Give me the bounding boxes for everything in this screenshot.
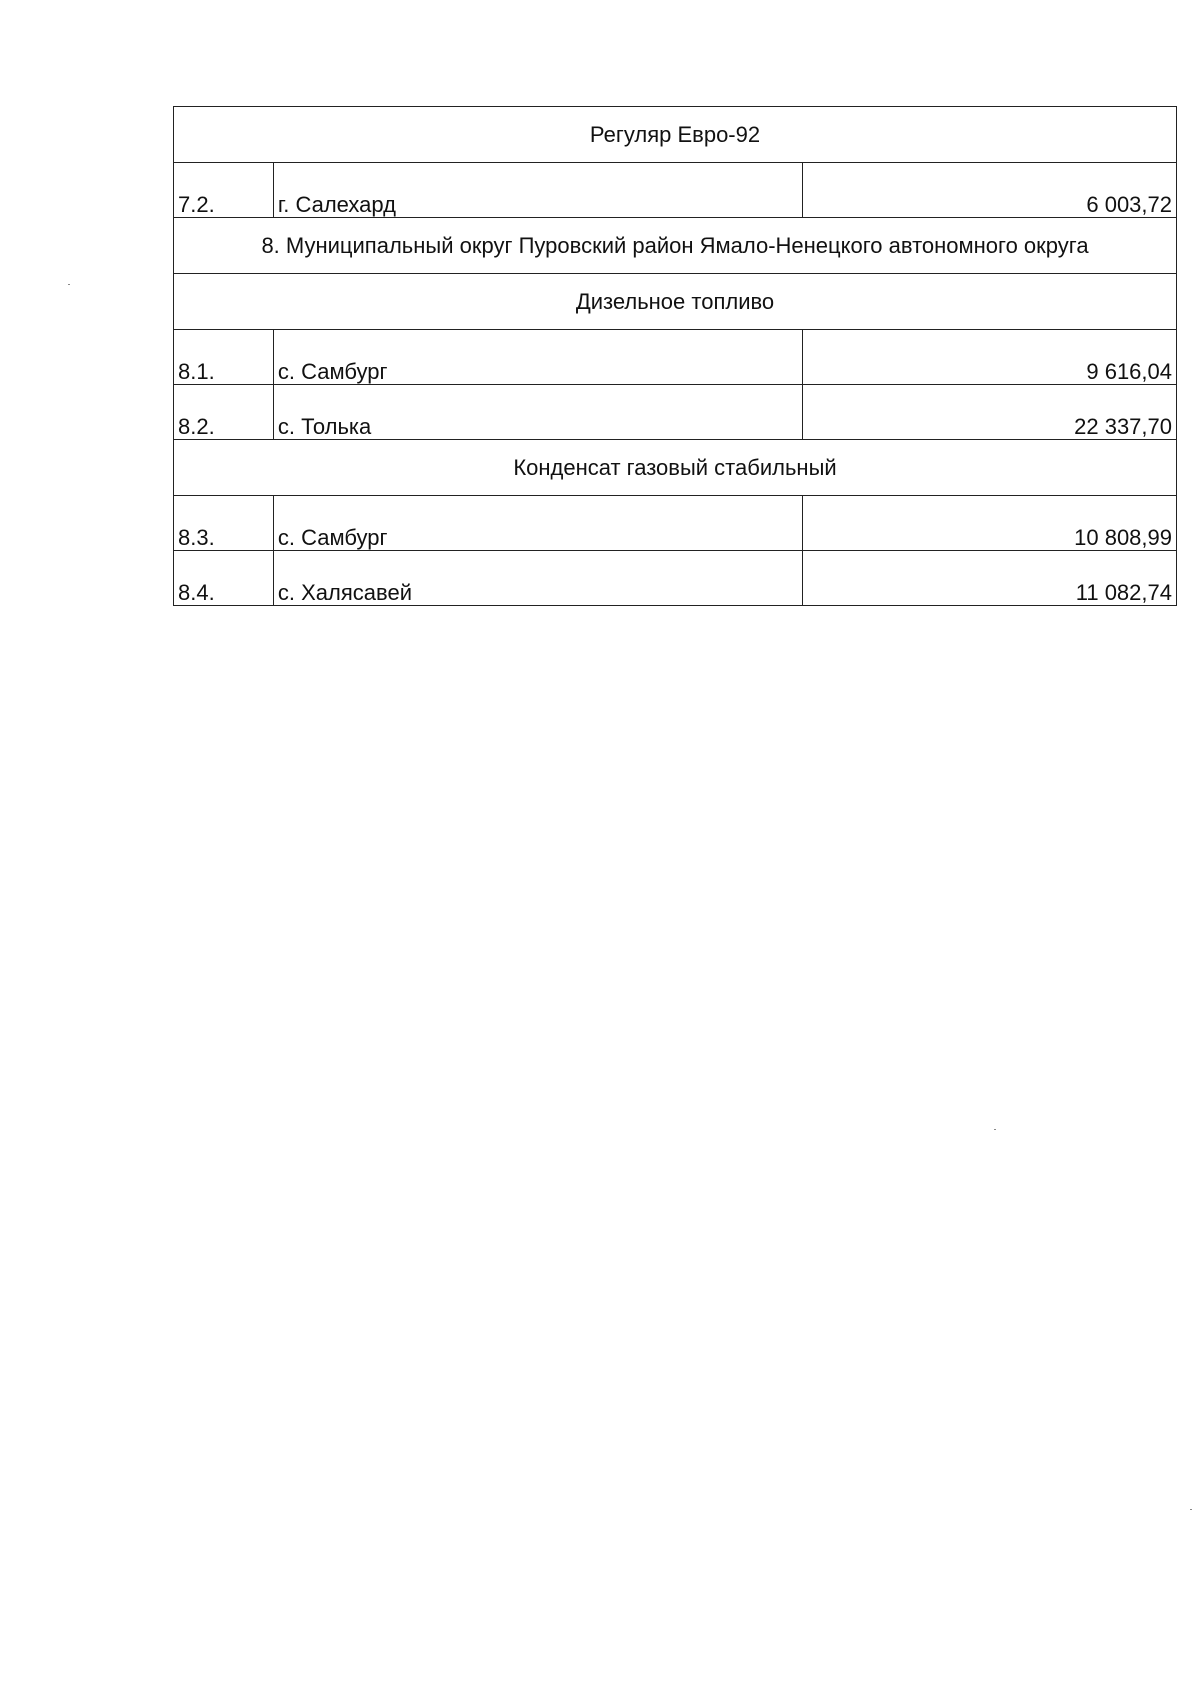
scan-speck	[1190, 1509, 1192, 1510]
table-row	[174, 330, 1177, 385]
row-number: 8.2.	[174, 385, 274, 439]
price-value: 6 003,72	[803, 163, 1177, 217]
table-row	[174, 163, 1177, 218]
settlement-name: г. Салехард	[274, 163, 803, 217]
settlement-name: с. Самбург	[274, 330, 803, 384]
price-value: 11 082,74	[803, 551, 1177, 605]
scan-speck	[994, 1129, 996, 1130]
section-header-fuel-type	[174, 107, 1177, 163]
row-number: 7.2.	[174, 163, 274, 217]
price-value: 10 808,99	[803, 496, 1177, 550]
section-title: Регуляр Евро-92	[589, 121, 761, 147]
price-value: 22 337,70	[803, 385, 1177, 439]
scan-speck	[68, 284, 70, 285]
section-title: Дизельное топливо	[575, 288, 775, 314]
row-number: 8.1.	[174, 330, 274, 384]
row-number: 8.4.	[174, 551, 274, 605]
row-number: 8.3.	[174, 496, 274, 550]
settlement-name: с. Самбург	[274, 496, 803, 550]
table-row	[174, 551, 1177, 606]
table-row	[174, 385, 1177, 440]
section-header-fuel-type	[174, 274, 1177, 330]
price-table	[173, 106, 1177, 606]
table-row	[174, 496, 1177, 551]
section-header-district	[174, 218, 1177, 274]
section-header-fuel-type	[174, 440, 1177, 496]
settlement-name: с. Халясавей	[274, 551, 803, 605]
settlement-name: с. Толька	[274, 385, 803, 439]
section-title: Конденсат газовый стабильный	[513, 454, 837, 480]
section-title: 8. Муниципальный округ Пуровский район Ямало-Ненецкого автономного округа	[261, 232, 1089, 258]
price-value: 9 616,04	[803, 330, 1177, 384]
